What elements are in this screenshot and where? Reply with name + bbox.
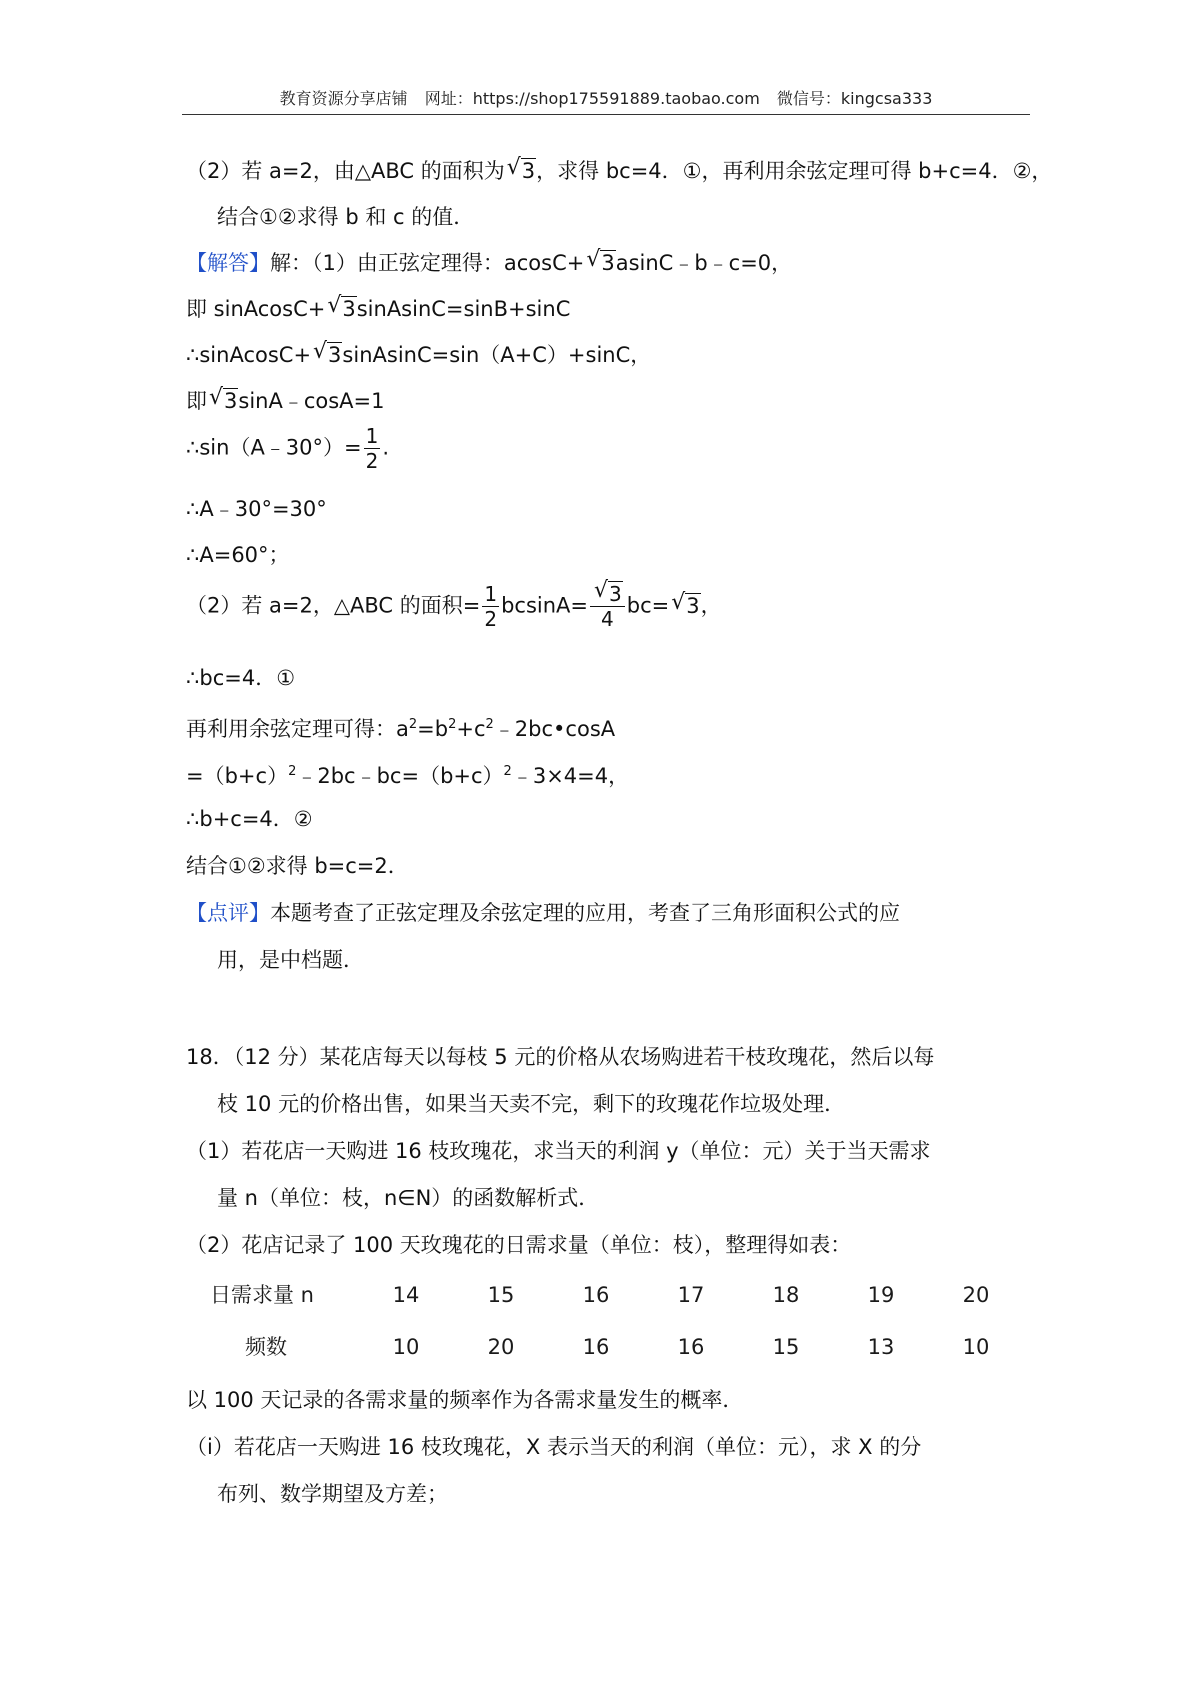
solution-tag: 【解答】 [186,251,270,275]
table-cell: 19 [867,1283,895,1307]
solution-line-5: ∴sin（A﹣30°）= $\frac{1}{2}$ . [186,424,390,473]
table-cell: 16 [582,1283,610,1307]
solution-line-7: ∴A=60°； [186,543,290,567]
table-cell: 17 [677,1283,705,1307]
sqrt-symbol: √ 3 [507,156,536,186]
solution-line-3: ∴sinAcosC+√ 3sinAsinC=sin（A+C）+sinC， [186,340,651,370]
comment-line-1: 【点评】本题考查了正弦定理及余弦定理的应用，考查了三角形面积公式的应 [186,901,900,925]
table-cell: 15 [772,1335,800,1359]
solution-line-4: 即√ 3sinA﹣cosA=1 [186,386,384,416]
table-cell: 20 [962,1283,990,1307]
solution-line-13: 结合①②求得 b=c=2． [186,854,409,878]
q18-part-i-line-1: （i）若花店一天购进 16 枝玫瑰花，X 表示当天的利润（单位：元），求 X 的分 [186,1435,922,1459]
table-row2-label: 频数 [245,1335,287,1359]
header-wechat: 微信号：kingcsa333 [776,89,933,108]
table-cell: 10 [962,1335,990,1359]
fraction-sqrt3-over-4: √ $\frac{3}{4}$ [590,582,625,631]
table-cell: 16 [582,1335,610,1359]
table-row1-label: 日需求量 n [210,1283,314,1307]
solution-line-9: ∴bc=4．① [186,666,296,690]
solution-line-6: ∴A﹣30°=30° [186,497,327,521]
q18-line-1: 18．（12 分）某花店每天以每枝 5 元的价格从农场购进若干枝玫瑰花，然后以每 [186,1045,935,1069]
solution-line-12: ∴b+c=4．② [186,807,313,831]
q18-part1-line-1: （1）若花店一天购进 16 枝玫瑰花，求当天的利润 y（单位：元）关于当天需求 [186,1139,931,1163]
solution-line-8: （2）若 a=2，△ABC 的面积= $\frac{1}{2}$ bcsinA= √ $\frac{3}{4}$ bc=√ 3， [186,582,722,631]
header-shop: 教育资源分享店铺 [279,89,408,108]
q18-part1-line-2: 量 n（单位：枝，n∈N）的函数解析式． [217,1186,600,1210]
fraction-one-half: $\frac{1}{2}$ [365,424,379,473]
table-cell: 15 [487,1283,515,1307]
q18-part2-line-2: 以 100 天记录的各需求量的频率作为各需求量发生的概率． [186,1388,744,1412]
table-cell: 18 [772,1283,800,1307]
solution-line-1: 【解答】解：（1）由正弦定理得：acosC+√ 3asinC﹣b﹣c=0， [186,248,792,278]
solution-line-11: $=(b+c)^2﹣2bc﹣bc=(b+c)^2﹣3\times 4=4$， [186,764,630,788]
q18-line-2: 枝 10 元的价格出售，如果当天卖不完，剩下的玫瑰花作垃圾处理． [217,1092,846,1116]
demand-table [186,1280,1026,1370]
table-cell: 13 [867,1335,895,1359]
table-cell: 20 [487,1335,515,1359]
table-cell: 10 [392,1335,420,1359]
solution-line-10: 再利用余弦定理可得：$a^2=b^2+c^2﹣2bc•\cos A$ [186,717,616,741]
comment-tag: 【点评】 [186,901,270,925]
analysis-line-1: （2）若 a=2，由△ABC 的面积为√ 3，求得 bc=4．①，再利用余弦定理可得 b+c=4．②， [186,156,1052,186]
solution-line-2: 即 sinAcosC+√ 3sinAsinC=sinB+sinC [186,294,570,324]
page-header [182,84,1030,115]
q18-part2-line-1: （2）花店记录了 100 天玫瑰花的日需求量（单位：枝），整理得如表： [186,1233,852,1257]
table-cell: 16 [677,1335,705,1359]
analysis-line-2: 结合①②求得 b 和 c 的值． [217,205,475,229]
comment-line-2: 用，是中档题． [217,948,364,972]
header-url: 网址：https://shop175591889.taobao.com [424,89,760,108]
table-cell: 14 [392,1283,420,1307]
q18-part-i-line-2: 布列、数学期望及方差； [217,1482,448,1506]
